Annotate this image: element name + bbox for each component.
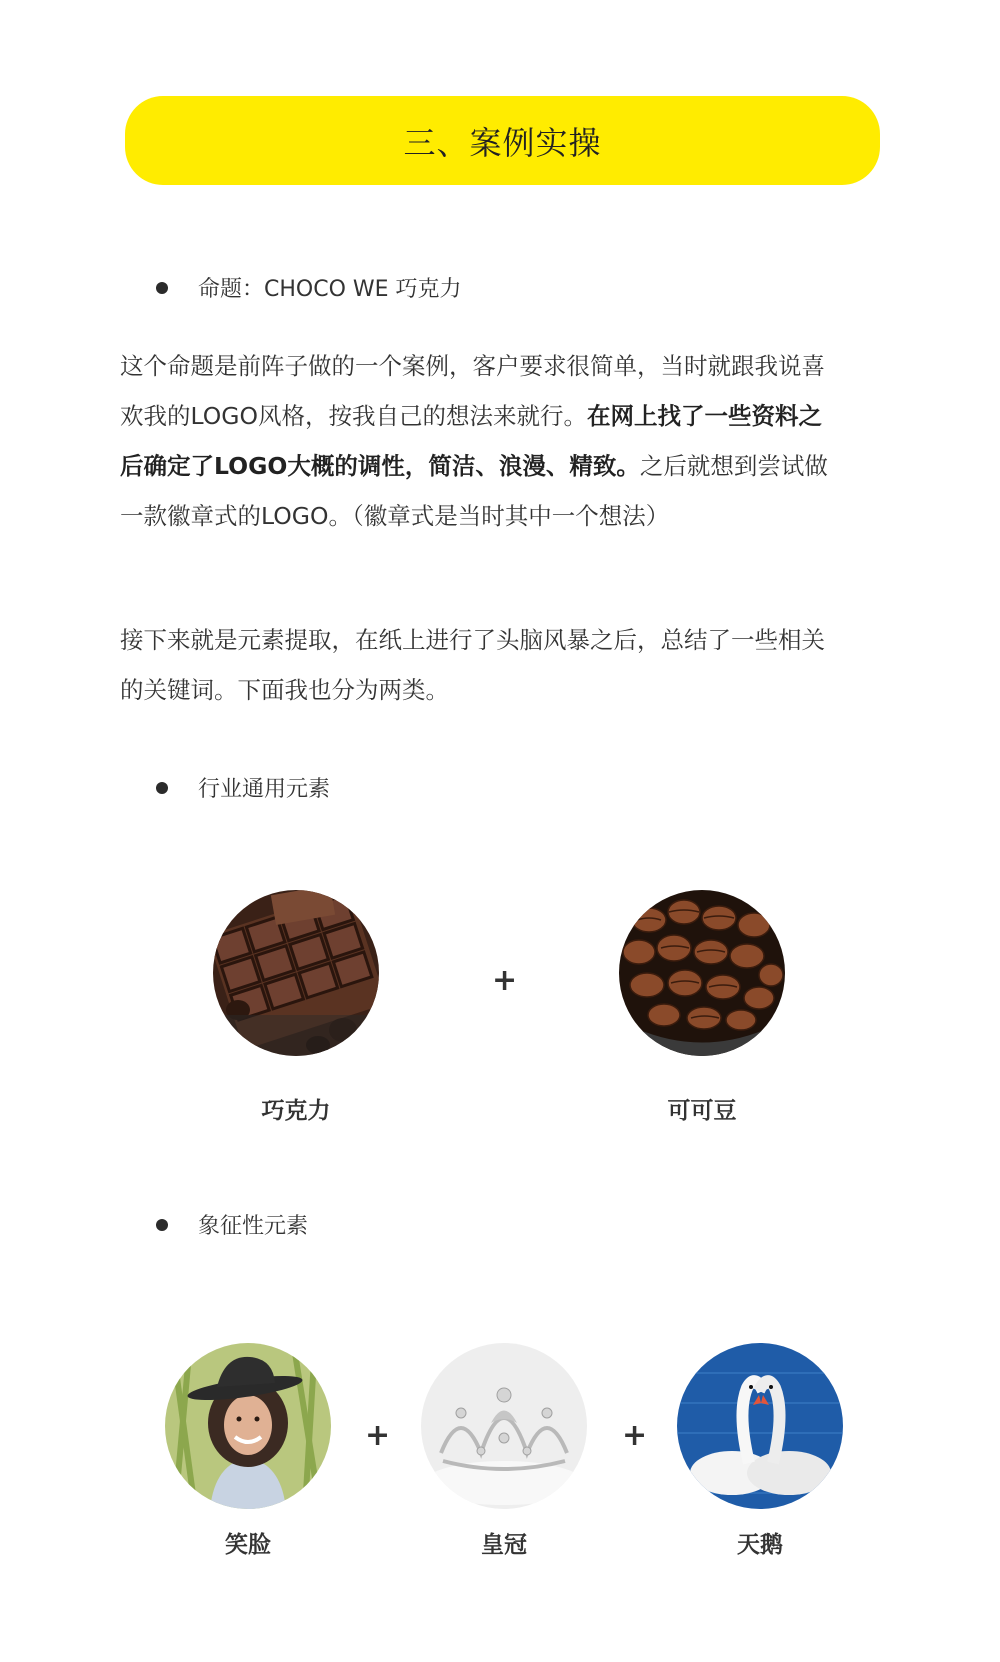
text-run: 之后就想到尝试做	[639, 452, 828, 480]
paragraph-intro	[120, 341, 880, 541]
bold-text-run: 后确定了LOGO大概的调性，简洁、浪漫、精致。	[120, 452, 640, 480]
cocoa-beans-image	[619, 890, 785, 1056]
section-title: 三、案例实操	[403, 123, 602, 162]
topic-bullet	[156, 272, 462, 303]
symbolic-bullet	[156, 1209, 308, 1240]
paragraph-line: 接下来就是元素提取，在纸上进行了头脑风暴之后，总结了一些相关	[120, 626, 825, 654]
caption-chocolate: 巧克力	[261, 1098, 331, 1124]
industry-label: 行业通用元素	[198, 777, 331, 802]
plus-icon: +	[365, 1418, 391, 1453]
bold-text-run: 在网上找了一些资料之	[586, 402, 822, 430]
caption-smile: 笑脸	[225, 1532, 271, 1558]
topic-label: 命题：CHOCO WE 巧克力	[198, 277, 462, 302]
text-run: 欢我的LOGO风格，按我自己的想法来就行。	[120, 402, 587, 430]
paragraph-line: 一款徽章式的LOGO。（徽章式是当时其中一个想法）	[120, 502, 670, 530]
caption-cocoa-beans: 可可豆	[667, 1098, 737, 1124]
industry-bullet	[156, 772, 330, 803]
paragraph-line: 的关键词。下面我也分为两类。	[120, 676, 449, 704]
plus-icon: +	[622, 1418, 648, 1453]
chocolate-image	[213, 890, 379, 1056]
section-header	[125, 96, 880, 185]
caption-crown: 皇冠	[481, 1532, 527, 1558]
bullet-dot	[156, 1219, 168, 1231]
symbolic-label: 象征性元素	[198, 1214, 309, 1239]
paragraph-line	[120, 441, 880, 491]
paragraph-line	[120, 391, 880, 441]
swans-image	[677, 1343, 843, 1509]
paragraph-line: 这个命题是前阵子做的一个案例，客户要求很简单，当时就跟我说喜	[120, 352, 825, 380]
paragraph-elements	[120, 615, 880, 715]
crown-image	[421, 1343, 587, 1509]
plus-icon: +	[492, 963, 518, 998]
caption-swan: 天鹅	[737, 1532, 783, 1558]
bullet-dot	[156, 282, 168, 294]
smiling-woman-image	[165, 1343, 331, 1509]
bullet-dot	[156, 782, 168, 794]
